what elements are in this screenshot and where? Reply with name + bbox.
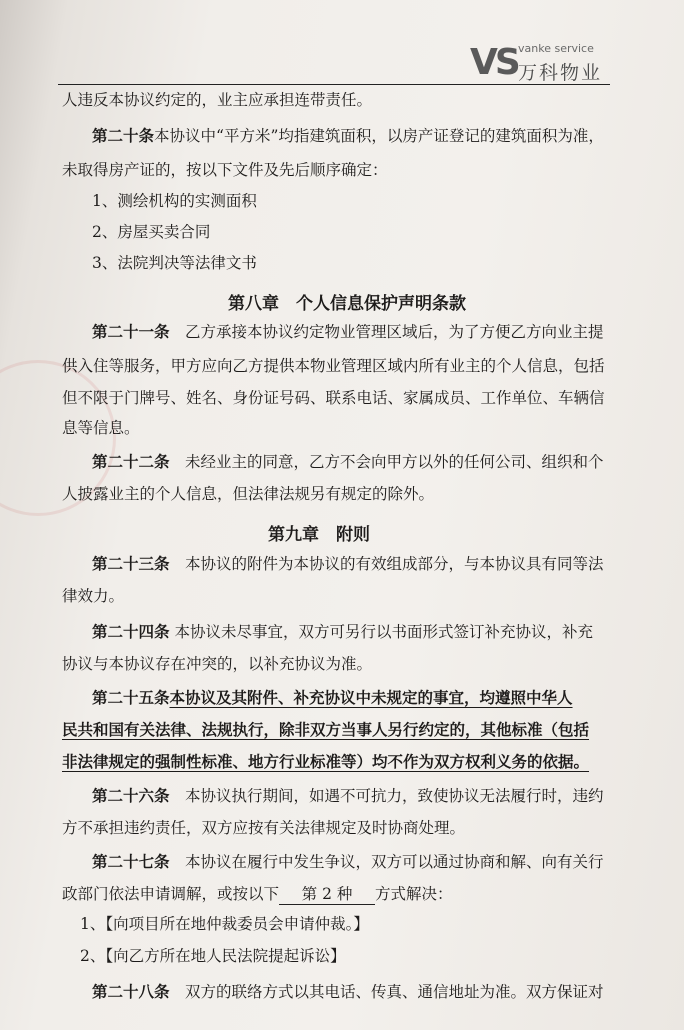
article-text: 未经业主的同意，乙方不会向甲方以外的任何公司、组织和个 [185,453,604,471]
article-27 [92,852,604,872]
fill-in-blank: 第 2 种 [279,884,375,905]
article-label: 第二十四条 [92,622,170,641]
article-label: 第二十五条 [92,688,170,707]
text-line: 人违反本协议约定的，业主应承担连带责任。 [62,91,373,109]
article-text: 本协议中“平方米”均指建筑面积，以房产证登记的建筑面积为准， [154,127,604,145]
list-item: 2、【向乙方所在地人民法院提起诉讼】 [80,947,346,965]
article-20 [92,126,604,146]
chapter-9-heading: 第九章 附则 [268,525,370,545]
text-line: 方不承担违约责任，双方应按有关法律规定及时协商处理。 [62,819,466,837]
article-text: 乙方承接本协议约定物业管理区域后，为了方便乙方向业主提 [185,323,604,341]
header-rule [58,84,610,85]
text-line-underlined: 民共和国有关法律、法规执行，除非双方当事人另行约定的，其他标准（包括 [62,720,590,739]
article-label: 第二十二条 [92,452,170,471]
article-28 [92,982,604,1002]
text-line: 律效力。 [62,587,125,605]
article-23 [92,554,604,574]
article-label: 第二十三条 [92,554,170,573]
text-span: 方式解决： [375,885,453,903]
list-item: 1、测绘机构的实测面积 [92,192,257,210]
logo-english-name: vanke service [518,42,594,55]
text-line: 未取得房产证的，按以下文件及先后顺序确定： [62,161,388,179]
list-item: 2、房屋买卖合同 [92,223,211,241]
article-text: 本协议在履行中发生争议，双方可以通过协商和解、向有关行 [185,853,604,871]
article-text: 本协议执行期间，如遇不可抗力，致使协议无法履行时，违约 [185,787,604,805]
article-text-underlined: 本协议及其附件、补充协议中未规定的事宜，均遵照中华人 [169,688,573,707]
article-26 [92,786,604,806]
article-label: 第二十七条 [92,852,170,871]
text-line: 但不限于门牌号、姓名、身份证号码、联系电话、家属成员、工作单位、车辆信 [62,389,605,407]
article-label: 第二十八条 [92,982,170,1001]
article-label: 第二十一条 [92,322,170,341]
logo-chinese-name: 万科物业 [518,62,603,84]
text-line-with-blank [62,884,453,905]
chapter-8-heading: 第八章 个人信息保护声明条款 [228,294,466,314]
article-text: 双方的联络方式以其电话、传真、通信地址为准。双方保证对 [185,983,604,1001]
article-24 [92,622,593,642]
article-label: 第二十条 [92,126,155,145]
text-line: 供入住等服务，甲方应向乙方提供本物业管理区域内所有业主的个人信息，包括 [62,357,605,375]
article-text: 本协议的附件为本协议的有效组成部分，与本协议具有同等法 [185,555,604,573]
text-line: 息等信息。 [62,419,140,437]
article-text: 本协议未尽事宜，双方可另行以书面形式签订补充协议，补充 [174,623,593,641]
text-span: 政部门依法申请调解，或按以下 [62,885,280,903]
text-line: 协议与本协议存在冲突的，以补充协议为准。 [62,655,373,673]
vs-logo-mark: VS [470,42,518,83]
article-label: 第二十六条 [92,786,170,805]
text-line: 人披露业主的个人信息，但法律法规另有规定的除外。 [62,485,435,503]
list-item: 3、法院判决等法律文书 [92,254,257,272]
list-item: 1、【向项目所在地仲裁委员会申请仲裁。】 [80,915,369,933]
article-21 [92,322,604,342]
text-line-underlined: 非法律规定的强制性标准、地方行业标准等）均不作为双方权利义务的依据。 [62,752,590,771]
article-22 [92,452,604,472]
vanke-logo [470,38,640,86]
article-25 [92,688,573,708]
